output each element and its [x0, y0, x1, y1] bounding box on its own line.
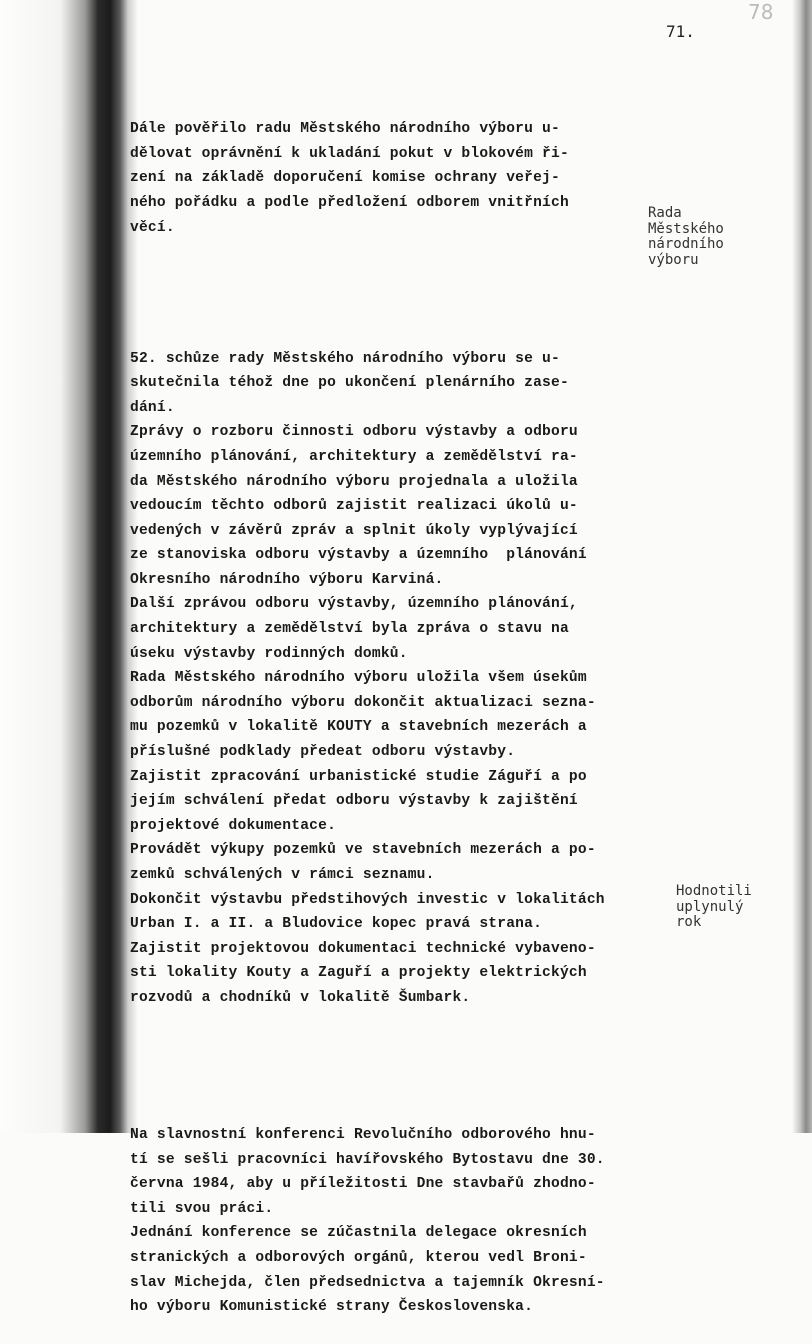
margin-note-hodnotili: Hodnotili uplynulý rok: [676, 883, 752, 930]
text-line: ného pořádku a podle předložení odborem vnitřních: [130, 194, 569, 211]
text-line: mu pozemků v lokalitě KOUTY a stavebních mezerách a: [130, 719, 587, 736]
text-line: Zprávy o rozboru činnosti odboru výstavby a odboru: [130, 424, 578, 441]
paragraph-1: [130, 117, 670, 240]
text-line: slav Michejda, člen předsednictva a tajemník Okresní-: [130, 1274, 605, 1291]
text-line: Provádět výkupy pozemků ve stavebních mezerách a po-: [130, 842, 596, 859]
scan-edge-shadow: [792, 0, 812, 1133]
text-line: jejím schválení předat odboru výstavby k zajištění: [130, 793, 578, 810]
text-line: tili svou práci.: [130, 1200, 274, 1217]
text-line: úseku výstavby rodinných domků.: [130, 645, 408, 662]
text-line: Rada Městského národního výboru uložila všem úsekům: [130, 670, 587, 687]
text-line: věcí.: [130, 219, 175, 236]
text-line: dání.: [130, 399, 175, 416]
text-line: zení na základě doporučení komise ochrany veřej-: [130, 170, 560, 187]
text-line: Zajistit zpracování urbanistické studie Záguří a po: [130, 768, 587, 785]
text-line: vedených v závěrů zpráv a splnit úkoly vyplývající: [130, 522, 578, 539]
text-line: stranických a odborových orgánů, kterou vedl Broni-: [130, 1249, 587, 1266]
text-line: Na slavnostní konferenci Revolučního odborového hnu-: [130, 1126, 596, 1143]
text-line: příslušné podklady předeat odboru výstavby.: [130, 744, 516, 761]
text-line: odborům národního výboru dokončit aktualizaci sezna-: [130, 694, 596, 711]
text-line: 52. schůze rady Městského národního výboru se u-: [130, 350, 560, 367]
text-line: rozvodů a chodníků v lokalitě Šumbark.: [130, 989, 471, 1006]
text-line: Urban I. a II. a Bludovice kopec pravá strana.: [130, 916, 543, 933]
document-body: [130, 68, 670, 1344]
text-line: Zajistit projektovou dokumentaci technické vybaveno-: [130, 940, 596, 957]
text-line: dělovat oprávnění k ukladání pokut v blokovém ři-: [130, 145, 569, 162]
text-line: zemků schválených v rámci seznamu.: [130, 867, 435, 883]
text-line: ho výboru Komunistické strany Československa.: [130, 1299, 534, 1316]
text-line: Okresního národního výboru Karviná.: [130, 571, 444, 588]
paragraph-2: [130, 347, 670, 1011]
text-line: architektury a zemědělství byla zpráva o stavu na: [130, 621, 569, 638]
text-line: projektové dokumentace.: [130, 817, 337, 834]
paragraph-3: [130, 1123, 670, 1320]
text-line: tí se sešli pracovníci havířovského Bytostavu dne 30.: [130, 1151, 605, 1168]
text-line: ze stanoviska odboru výstavby a územního plánování: [130, 547, 587, 564]
text-line: územního plánování, architektury a zemědělství ra-: [130, 448, 578, 465]
scan-binding-shadow: [0, 0, 140, 1133]
text-line: da Městského národního výboru projednala a uložila: [130, 473, 578, 490]
text-line: Dokončit výstavbu předstihových investic v lokalitách: [130, 891, 605, 908]
text-line: Dále pověřilo radu Městského národního výboru u-: [130, 121, 560, 138]
page-number: 71.: [666, 22, 695, 41]
text-line: června 1984, aby u příležitosti Dne stavbařů zhodno-: [130, 1176, 596, 1193]
text-line: skutečnila téhož dne po ukončení plenárního zase-: [130, 375, 569, 392]
text-line: sti lokality Kouty a Zaguří a projekty elektrických: [130, 965, 587, 982]
margin-note-rada: Rada Městského národního výboru: [648, 205, 724, 268]
text-line: Další zprávou odboru výstavby, územního plánování,: [130, 596, 578, 613]
text-line: Jednání konference se zúčastnila delegace okresních: [130, 1225, 587, 1242]
pencil-page-number: 78: [748, 0, 774, 24]
text-line: vedoucím těchto odborů zajistit realizaci úkolů u-: [130, 498, 578, 515]
